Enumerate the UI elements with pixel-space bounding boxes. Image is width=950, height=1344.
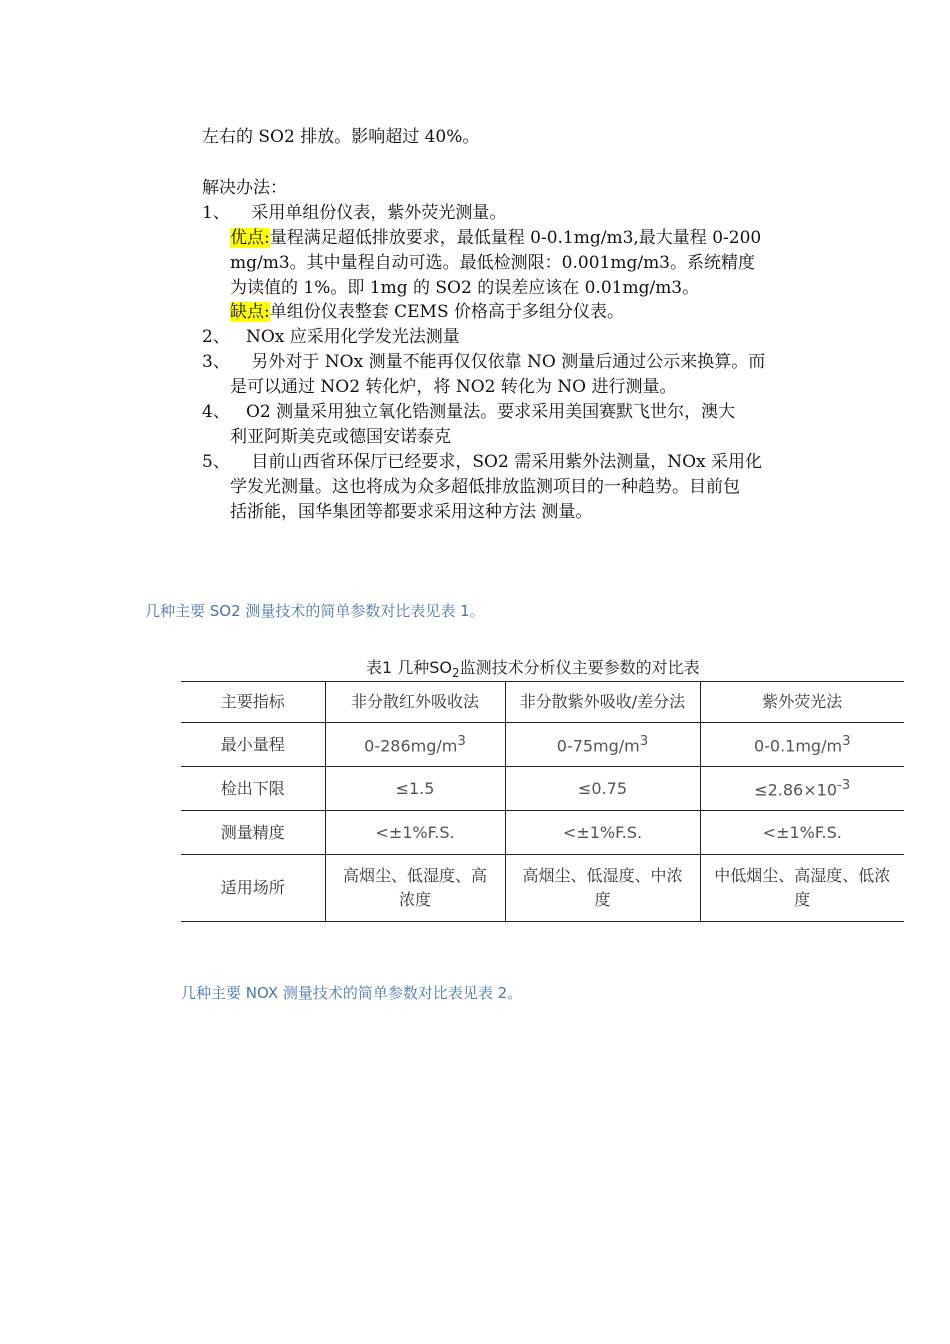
table-row <box>181 767 904 811</box>
caption-prefix: 表1 几种SO <box>366 658 453 677</box>
intro-line: 左右的 SO2 排放。影响超过 40%。 <box>202 127 480 147</box>
list-item-1 <box>202 201 506 226</box>
list-number: 1、 <box>202 203 230 223</box>
table-cell: <±1%F.S. <box>700 811 904 855</box>
advantage-label: 优点: <box>230 228 270 248</box>
header-cell: 非分散红外吸收法 <box>325 682 505 723</box>
solution-heading: 解决办法： <box>202 178 287 198</box>
cell-sup: 3 <box>842 734 851 750</box>
advantage-line-1 <box>230 226 761 251</box>
cell-value: ≤2.86×10 <box>754 780 837 800</box>
disadvantage-text: 单组份仪表整套 CEMS 价格高于多组分仪表。 <box>269 302 625 322</box>
list-item-5-cont-1: 学发光测量。这也将成为众多超低排放监测项目的一种趋势。目前包 <box>230 477 740 497</box>
list-number: 2、 <box>202 327 230 347</box>
disadvantage-label: 缺点: <box>230 302 270 322</box>
list-text: NOx 应采用化学发光法测量 <box>246 327 460 347</box>
cell-value: 0-286mg/m <box>364 736 458 756</box>
row-label: 适用场所 <box>181 855 325 922</box>
cell-line: 浓度 <box>398 890 431 909</box>
table-cell: ≤0.75 <box>505 767 700 811</box>
caption-subscript: 2 <box>452 666 460 681</box>
advantage-line-3: 为读值的 1%。即 1mg 的 SO2 的误差应该在 0.01mg/m3。 <box>230 278 700 298</box>
cell-sup: -3 <box>837 778 851 794</box>
so2-comparison-table <box>181 681 904 922</box>
table-cell: ≤1.5 <box>325 767 505 811</box>
list-number: 4、 <box>202 402 230 422</box>
header-cell: 主要指标 <box>181 682 325 723</box>
disadvantage-line <box>230 300 624 325</box>
table-cell <box>505 723 700 767</box>
row-label: 最小量程 <box>181 723 325 767</box>
table1-caption <box>366 655 700 680</box>
table-cell: <±1%F.S. <box>505 811 700 855</box>
table-cell <box>325 855 505 922</box>
table-cell <box>700 767 904 811</box>
table-header-row <box>181 682 904 723</box>
list-text: 目前山西省环保厅已经要求，SO2 需采用紫外法测量，NOx 采用化 <box>246 452 763 472</box>
table-row <box>181 723 904 767</box>
so2-table-note: 几种主要 SO2 测量技术的简单参数对比表见表 1。 <box>145 602 485 620</box>
caption-suffix: 监测技术分析仪主要参数的对比表 <box>459 658 700 677</box>
header-cell: 紫外荧光法 <box>700 682 904 723</box>
cell-line: 中低烟尘、高湿度、低浓 <box>714 866 891 885</box>
cell-line: 高烟尘、低湿度、高 <box>342 866 487 885</box>
cell-value: 0-0.1mg/m <box>753 736 843 756</box>
table-cell <box>700 855 904 922</box>
list-text: O2 测量采用独立氧化锆测量法。要求采用美国赛默飞世尔，澳大 <box>246 402 736 422</box>
table-cell <box>505 855 700 922</box>
table-row <box>181 811 904 855</box>
list-item-3-cont: 是可以通过 NO2 转化炉，将 NO2 转化为 NO 进行测量。 <box>230 377 677 397</box>
table-cell <box>700 723 904 767</box>
header-cell: 非分散紫外吸收/差分法 <box>505 682 700 723</box>
list-item-4-cont: 利亚阿斯美克或德国安诺泰克 <box>230 427 451 447</box>
table-cell <box>325 723 505 767</box>
list-item-5-cont-2: 括浙能，国华集团等都要求采用这种方法 测量。 <box>230 502 593 522</box>
list-text: 另外对于 NOx 测量不能再仅仅依靠 NO 测量后通过公示来换算。而 <box>246 352 766 372</box>
cell-line: 度 <box>794 890 811 909</box>
advantage-text: 量程满足超低排放要求，最低量程 0-0.1mg/m3,最大量程 0-200 <box>269 228 762 248</box>
cell-line: 度 <box>594 890 611 909</box>
list-item-4 <box>202 400 735 425</box>
nox-table-note: 几种主要 NOX 测量技术的简单参数对比表见表 2。 <box>181 984 523 1002</box>
list-number: 5、 <box>202 452 230 472</box>
cell-value: 0-75mg/m <box>556 736 640 756</box>
list-item-3 <box>202 350 765 375</box>
advantage-line-2: mg/m3。其中量程自动可选。最低检测限：0.001mg/m3。系统精度 <box>230 253 755 273</box>
list-item-5 <box>202 450 762 475</box>
list-item-2 <box>202 325 460 350</box>
cell-line: 高烟尘、低湿度、中浓 <box>522 866 683 885</box>
table-cell: <±1%F.S. <box>325 811 505 855</box>
list-text: 采用单组份仪表，紫外荧光测量。 <box>246 203 507 223</box>
cell-sup: 3 <box>457 734 466 750</box>
list-number: 3、 <box>202 352 230 372</box>
row-label: 检出下限 <box>181 767 325 811</box>
cell-sup: 3 <box>639 734 649 750</box>
table-row <box>181 855 904 922</box>
row-label: 测量精度 <box>181 811 325 855</box>
